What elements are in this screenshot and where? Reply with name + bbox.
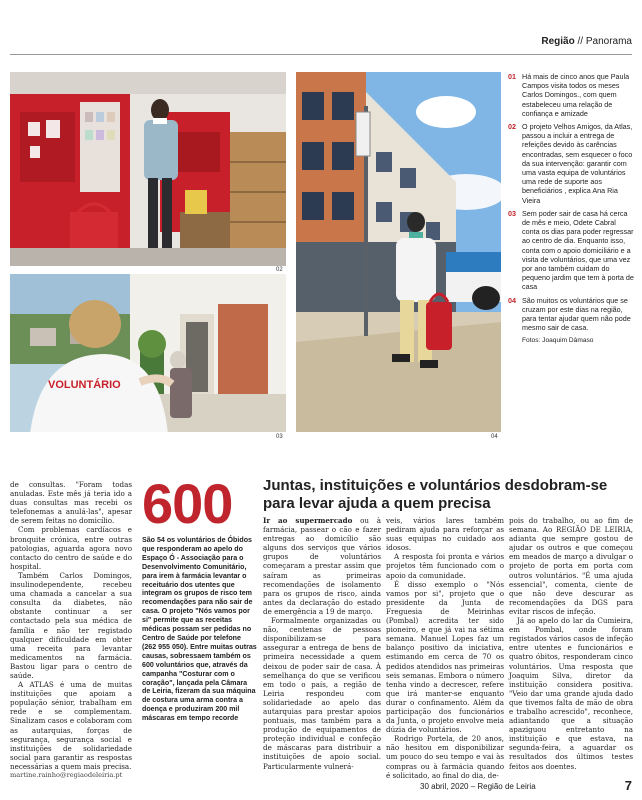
article-paragraph: Formalmente organizadas ou não, centenas de pessoas disponibilizam-se para assegurar a entrega de bens de primeira necessidade a quem deixou de poder sair de casa. À semelhança do que se verificou em todo o país, a região de Leiria respondeu com solidariedade ao apelo das autarquias para prestar apoios pontuais, mas também para a produção de equipamentos de proteção individual e confeção de máscaras para distribuir a instituições de apoio social. Particularmente vulnerá- bbox=[263, 616, 381, 771]
photo-captions bbox=[508, 72, 634, 346]
caption-number: 04 bbox=[508, 295, 516, 305]
caption-text: Há mais de cinco anos que Paula Campos visita todos os meses Carlos Domingos., com quem estabeleceu uma relação de confiança e amizade bbox=[522, 72, 630, 118]
article-text: ou à farmácia, passear o cão e fazer entregas ao domicílio são alguns dos serviços que vários grupos de voluntários começaram a prestar assim que saíram as primeiras recomendações de isolamento para os grupos de risco, ainda antes da declaração do estado de emergência a 19 de março. bbox=[263, 516, 381, 616]
article-paragraph: Já ao apelo do lar da Cumieira, em Pombal, onde foram registados vários casos de infeção entre utentes e funcionários e quatro óbitos, responderam cinco voluntários. Uma resposta que Joaquim Silva, diretor da instituição considera positiva. "Veio dar uma grande ajuda dado que tivemos falta de mão de obra e trabalho acrescido", reconhece, adiantando que a situação apaziguou entretanto na instituição e que estava, na segunda-feira, a aguardar os resultados dos últimos testes feitos aos doentes. bbox=[509, 616, 633, 771]
article-paragraph: É disso exemplo o "Nós vamos por si", projeto que o presidente da Junta de Freguesia de Meirinhas (Pombal) acredita ter sido pioneiro, e que já vai na sétima semana. Manuel Lopes faz um balanço positivo da iniciativa, estimando em cerca de 70 os pedidos atendidos nas primeiras seis semanas. Embora o número tenha vindo a decrescer, refere que irá manter-se enquanto durar o confinamento. Além da participação dos funcionários da Junta, o projeto envolve meia dúzia de voluntários. bbox=[386, 579, 504, 735]
left-column bbox=[10, 480, 132, 780]
left-paragraph: Com problemas cardíacos e bronquite crónica, entre outras patologias, aguarda agora novo contacto do centro de saúde e do hospital. bbox=[10, 525, 132, 571]
article-paragraph bbox=[263, 516, 381, 616]
caption-01 bbox=[508, 72, 634, 118]
photo-02 bbox=[296, 72, 501, 432]
photo-01 bbox=[10, 72, 286, 266]
left-paragraph: Também Carlos Domingos, insulinodependente, recebeu uma chamada a cancelar a sua consulta da diabetes, não obstante continuar a ser contactado pela sua médica de família e não ter registado qualquer dificuldade em obter uma receita para levantar medicamentos na farmácia. Bastou ligar para o centro de saúde. bbox=[10, 570, 132, 680]
author-email: martine.rainho@regiaodeleiria.pt bbox=[10, 771, 123, 779]
caption-number: 02 bbox=[508, 122, 516, 132]
highlight-number: 600 bbox=[142, 472, 233, 535]
caption-number: 01 bbox=[508, 72, 516, 81]
page-number: 7 bbox=[624, 778, 632, 793]
section-name: Região bbox=[541, 36, 575, 47]
article-headline: Juntas, instituições e voluntários desdobram-se para levar ajuda a quem precisa bbox=[263, 477, 608, 512]
caption-text: O projeto Velhos Amigos, da Atlas, passou a incluir a entrega de refeições devido às carências encontradas, sem esquecer o foco da sua intervenção: garantir com uma vasta equipa de voluntários uma rede de suporte aos beneficiários , explica Ana Ria Vieira bbox=[522, 122, 633, 205]
article-paragraph: veis, vários lares também pediram ajuda para reforçar as suas equipas no cuidado aos idosos. bbox=[386, 516, 504, 553]
caption-text: Sem poder sair de casa há cerca de mês e meio, Odete Cabral conta os dias para poder regressar ao centro de dia. Enquanto isso, conta com o apoio domiciliário e a visita de voluntários, que uma vez por ano também cuidam do pequeno jardim que tem à porta de casa bbox=[522, 208, 634, 292]
caption-02 bbox=[508, 122, 634, 205]
section-separator: // bbox=[574, 36, 586, 47]
photo-label-02: 02 bbox=[276, 267, 283, 273]
photo-label-04: 04 bbox=[491, 434, 498, 440]
caption-number: 03 bbox=[508, 208, 516, 218]
page-footer: 30 abril, 2020 – Região de Leiria bbox=[420, 782, 536, 791]
article-column-1 bbox=[263, 516, 381, 771]
article-lead: Ir ao supermercado bbox=[263, 516, 353, 525]
photo-credit: Fotos: Joaquim Dâmaso bbox=[522, 337, 594, 345]
article-paragraph: A resposta foi pronta e vários projetos têm funcionado com o apoio da comunidade. bbox=[386, 552, 504, 580]
left-paragraph: de consultas. "Foram todas anuladas. Este mês já teria ido a duas consultas mas recebi os telefonemas a anulá-las", apesar de serem feitas no domicílio. bbox=[10, 480, 132, 526]
photo-03 bbox=[10, 274, 286, 432]
page-header bbox=[541, 36, 632, 47]
subsection-name: Panorama bbox=[585, 36, 632, 47]
article-column-2 bbox=[386, 516, 504, 780]
caption-04 bbox=[508, 296, 634, 333]
highlight-text: São 54 os voluntários de Óbidos que responderam ao apelo do Espaço Ó - Associação para o Desenvolvimento Comunitário, para irem à farmácia levantar o receituário dos utentes que integram os grupos de risco tem recomendações para não sair de casa. O projeto "Nós vamos por si" permite que as receitas médicas possam ser pedidas no Centro de Saúde por telefone (262 955 050). Entre muitas outras causas, sobressaem também os 600 voluntários que, através da campanha "Costurar com o coração", lançada pela Câmara de Leiria, fizeram da sua máquina de costura uma arma contra a doença e produziram 200 mil máscaras em tempo recorde bbox=[142, 536, 257, 723]
header-rule bbox=[10, 54, 632, 55]
caption-03 bbox=[508, 209, 634, 292]
photo-label-03: 03 bbox=[276, 434, 283, 440]
article-column-3 bbox=[509, 516, 633, 771]
vest-text: VOLUNTÁRIO bbox=[48, 379, 121, 391]
left-paragraph: A ATLAS é uma de muitas instituições que apoiam a população sénior, trabalham em rede e se complementam. Sinalizam casos e colaboram com as autarquias, forças de segurança, segurança social e instituições de solidariedade social para garantir as respostas necessárias a quem mais precisa. bbox=[10, 680, 132, 771]
article-paragraph: Rodrigo Portela, de 20 anos, não hesitou em disponibilizar um pouco do seu tempo e vai às compras ou à farmácia quando é solicitado, ao final do dia, de- bbox=[386, 734, 504, 780]
article-paragraph: pois do trabalho, ou ao fim de semana. Ao REGIÃO DE LEIRIA, adianta que sempre gostou de ajudar os outros e que começou em meados de março a divulgar o projeto de porta em porta com outros voluntários. "É uma ajuda essencial", comenta, ciente de que não deve descurar as recomendações da DGS para evitar riscos de infeção. bbox=[509, 516, 633, 616]
caption-text: São muitos os voluntários que se cruzam por este dias na região, para tentar ajudar quem não pode mesmo sair de casa. bbox=[522, 295, 631, 333]
